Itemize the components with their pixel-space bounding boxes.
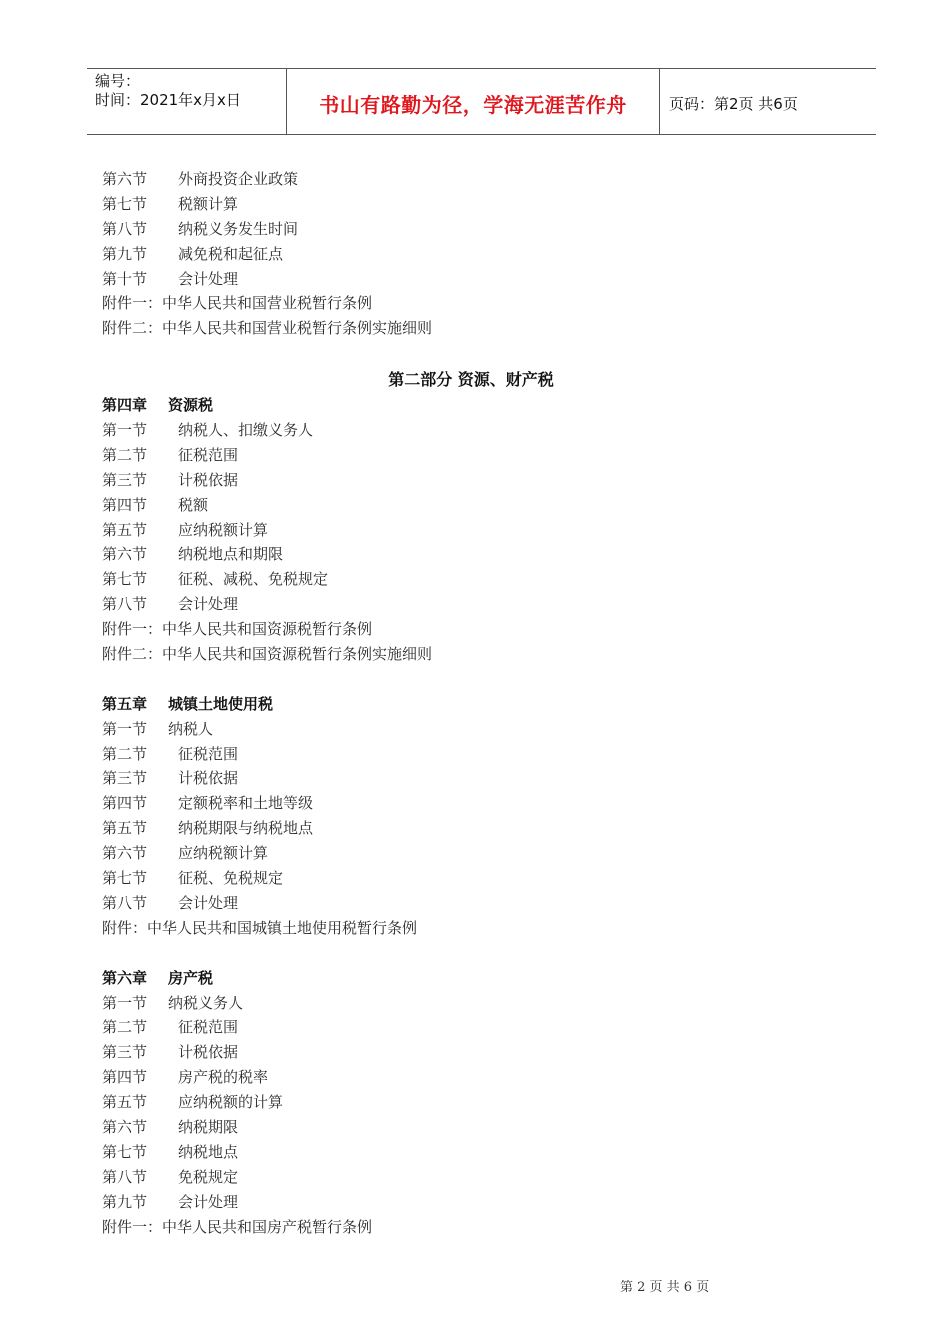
toc-section: 第四节 定额税率和土地等级 — [102, 794, 314, 813]
toc-attachment: 附件二：中华人民共和国资源税暂行条例实施细则 — [102, 645, 433, 664]
toc-section: 第九节 会计处理 — [102, 1192, 239, 1211]
toc-section: 第三节 计税依据 — [102, 769, 239, 788]
header-page-number: 页码：第2页 共6页 — [669, 94, 798, 113]
toc-section: 第一节 纳税人、扣缴义务人 — [102, 421, 314, 440]
header-meta — [87, 69, 287, 134]
header-motto: 书山有路勤为径，学海无涯苦作舟 — [319, 93, 627, 117]
document-number: 编号： — [95, 72, 141, 90]
toc-section: 第七节 征税、减税、免税规定 — [102, 570, 329, 589]
toc-section: 第七节 税额计算 — [102, 194, 239, 213]
toc-section: 第十节 会计处理 — [102, 269, 239, 288]
page-header — [87, 68, 876, 135]
toc-chapter: 第五章 城镇土地使用税 — [102, 694, 274, 713]
toc-attachment: 附件一：中华人民共和国资源税暂行条例 — [102, 620, 373, 639]
toc-section: 第五节 纳税期限与纳税地点 — [102, 819, 314, 838]
toc-section: 第五节 应纳税额计算 — [102, 520, 269, 539]
toc-attachment: 附件一：中华人民共和国房产税暂行条例 — [102, 1217, 373, 1236]
toc-section: 第八节 免税规定 — [102, 1167, 239, 1186]
toc-section: 第一节 纳税义务人 — [102, 993, 244, 1012]
toc-section: 第六节 纳税地点和期限 — [102, 545, 284, 564]
part-title: 第二部分 资源、财产税 — [388, 370, 554, 390]
toc-section: 第五节 应纳税额的计算 — [102, 1093, 284, 1112]
toc-attachment: 附件一：中华人民共和国营业税暂行条例 — [102, 294, 373, 313]
toc-section: 第二节 征税范围 — [102, 1018, 239, 1037]
toc-section: 第六节 纳税期限 — [102, 1117, 239, 1136]
toc-section: 第八节 会计处理 — [102, 893, 239, 912]
toc-attachment: 附件：中华人民共和国城镇土地使用税暂行条例 — [102, 918, 418, 937]
toc-section: 第三节 计税依据 — [102, 470, 239, 489]
toc-section: 第八节 会计处理 — [102, 595, 239, 614]
toc-section: 第二节 征税范围 — [102, 445, 239, 464]
toc-chapter: 第四章 资源税 — [102, 396, 214, 415]
toc-section: 第六节 外商投资企业政策 — [102, 170, 299, 188]
toc-section: 第六节 应纳税额计算 — [102, 844, 269, 863]
document-time: 时间：2021年x月x日 — [95, 91, 241, 109]
toc-section: 第九节 减免税和起征点 — [102, 244, 284, 263]
table-of-contents — [102, 167, 862, 1239]
toc-section: 第七节 征税、免税规定 — [102, 869, 284, 888]
page-footer: 第 2 页 共 6 页 — [620, 1280, 710, 1295]
toc-section: 第八节 纳税义务发生时间 — [102, 219, 299, 238]
toc-chapter: 第六章 房产税 — [102, 968, 214, 987]
toc-section: 第七节 纳税地点 — [102, 1142, 239, 1161]
header-motto-cell — [287, 69, 660, 134]
toc-section: 第三节 计税依据 — [102, 1043, 239, 1062]
toc-section: 第二节 征税范围 — [102, 744, 239, 763]
toc-section: 第一节 纳税人 — [102, 719, 214, 738]
toc-section: 第四节 税额 — [102, 495, 209, 514]
toc-section: 第四节 房产税的税率 — [102, 1068, 269, 1087]
header-page-cell — [660, 69, 876, 134]
toc-attachment: 附件二：中华人民共和国营业税暂行条例实施细则 — [102, 319, 433, 338]
